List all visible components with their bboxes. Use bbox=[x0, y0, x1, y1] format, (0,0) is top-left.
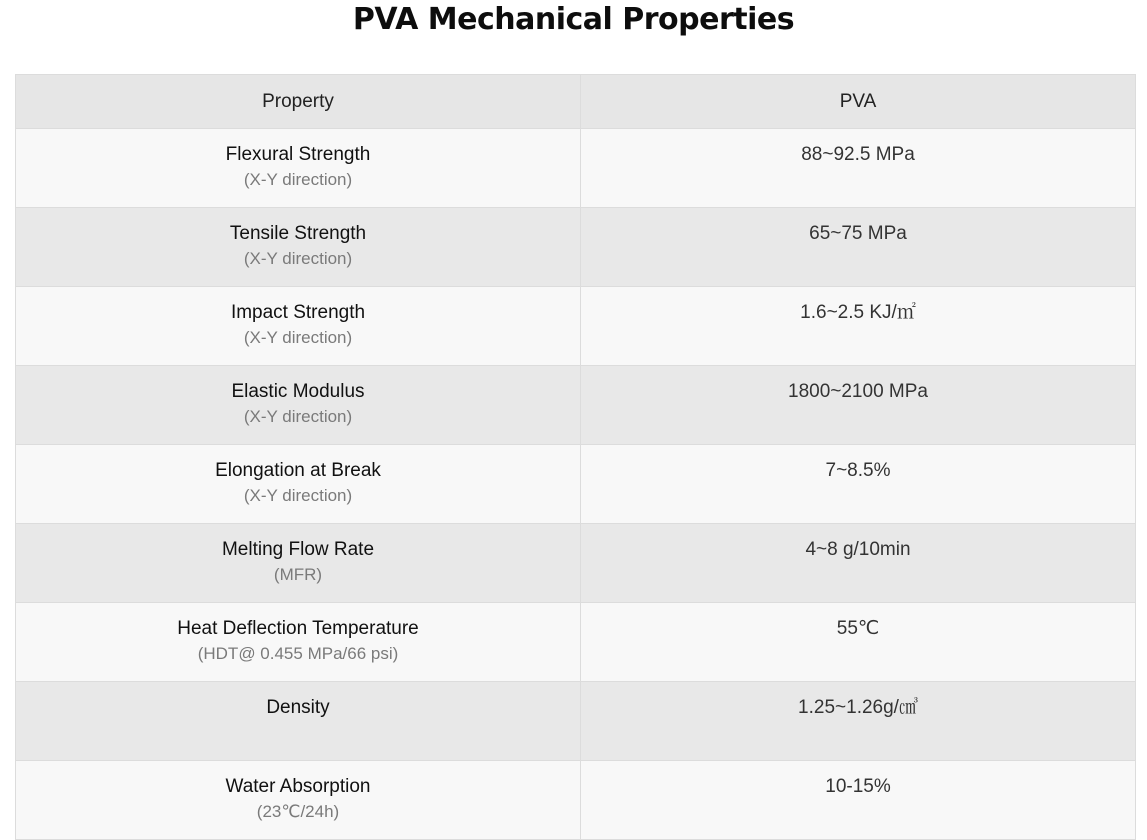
property-value: 55℃ bbox=[836, 618, 880, 639]
property-name: Elongation at Break bbox=[215, 460, 381, 481]
value-cell bbox=[581, 366, 1136, 445]
property-value: 88~92.5 MPa bbox=[801, 144, 915, 165]
value-cell bbox=[581, 208, 1136, 287]
table-row bbox=[16, 761, 1136, 840]
property-note: (HDT@ 0.455 MPa/66 psi) bbox=[197, 644, 399, 663]
table-row bbox=[16, 682, 1136, 761]
property-name: Melting Flow Rate bbox=[221, 539, 375, 560]
property-cell bbox=[16, 208, 581, 287]
property-value: 1.6~2.5 KJ/㎡ bbox=[800, 302, 916, 323]
property-note: (X-Y direction) bbox=[243, 249, 353, 268]
property-value: 7~8.5% bbox=[825, 460, 891, 481]
table-row bbox=[16, 603, 1136, 682]
properties-table bbox=[15, 74, 1136, 840]
value-cell bbox=[581, 524, 1136, 603]
header-property: Property bbox=[16, 75, 581, 129]
property-value: 4~8 g/10min bbox=[805, 539, 911, 560]
property-name: Impact Strength bbox=[230, 302, 366, 323]
property-value: 65~75 MPa bbox=[809, 223, 907, 244]
property-value: 1.25~1.26g/㎤ bbox=[798, 697, 918, 718]
table-header-row bbox=[16, 75, 1136, 129]
property-name: Tensile Strength bbox=[229, 223, 367, 244]
value-cell bbox=[581, 761, 1136, 840]
property-name: Heat Deflection Temperature bbox=[177, 618, 419, 639]
property-value: 10-15% bbox=[825, 776, 891, 797]
property-note: (X-Y direction) bbox=[243, 170, 353, 189]
page-title: PVA Mechanical Properties bbox=[352, 2, 795, 37]
property-note: (MFR) bbox=[273, 565, 323, 584]
property-note: (X-Y direction) bbox=[243, 328, 353, 347]
property-cell bbox=[16, 366, 581, 445]
properties-table-container bbox=[15, 74, 1135, 840]
property-cell bbox=[16, 129, 581, 208]
header-pva: PVA bbox=[581, 75, 1136, 129]
property-cell bbox=[16, 287, 581, 366]
value-cell bbox=[581, 682, 1136, 761]
table-row bbox=[16, 445, 1136, 524]
property-cell bbox=[16, 682, 581, 761]
table-row bbox=[16, 287, 1136, 366]
value-cell bbox=[581, 603, 1136, 682]
table-row bbox=[16, 524, 1136, 603]
property-value: 1800~2100 MPa bbox=[788, 381, 928, 402]
property-note: (X-Y direction) bbox=[243, 486, 353, 505]
value-cell bbox=[581, 129, 1136, 208]
table-row bbox=[16, 366, 1136, 445]
table-row bbox=[16, 129, 1136, 208]
property-cell bbox=[16, 603, 581, 682]
property-cell bbox=[16, 445, 581, 524]
property-name: Elastic Modulus bbox=[231, 381, 365, 402]
property-note: (X-Y direction) bbox=[243, 407, 353, 426]
value-cell bbox=[581, 287, 1136, 366]
property-name: Water Absorption bbox=[225, 776, 371, 797]
table-row bbox=[16, 208, 1136, 287]
value-cell bbox=[581, 445, 1136, 524]
property-cell bbox=[16, 524, 581, 603]
property-cell bbox=[16, 761, 581, 840]
property-name: Flexural Strength bbox=[225, 144, 371, 165]
property-note: (23℃/24h) bbox=[256, 802, 340, 821]
property-name: Density bbox=[266, 697, 330, 718]
